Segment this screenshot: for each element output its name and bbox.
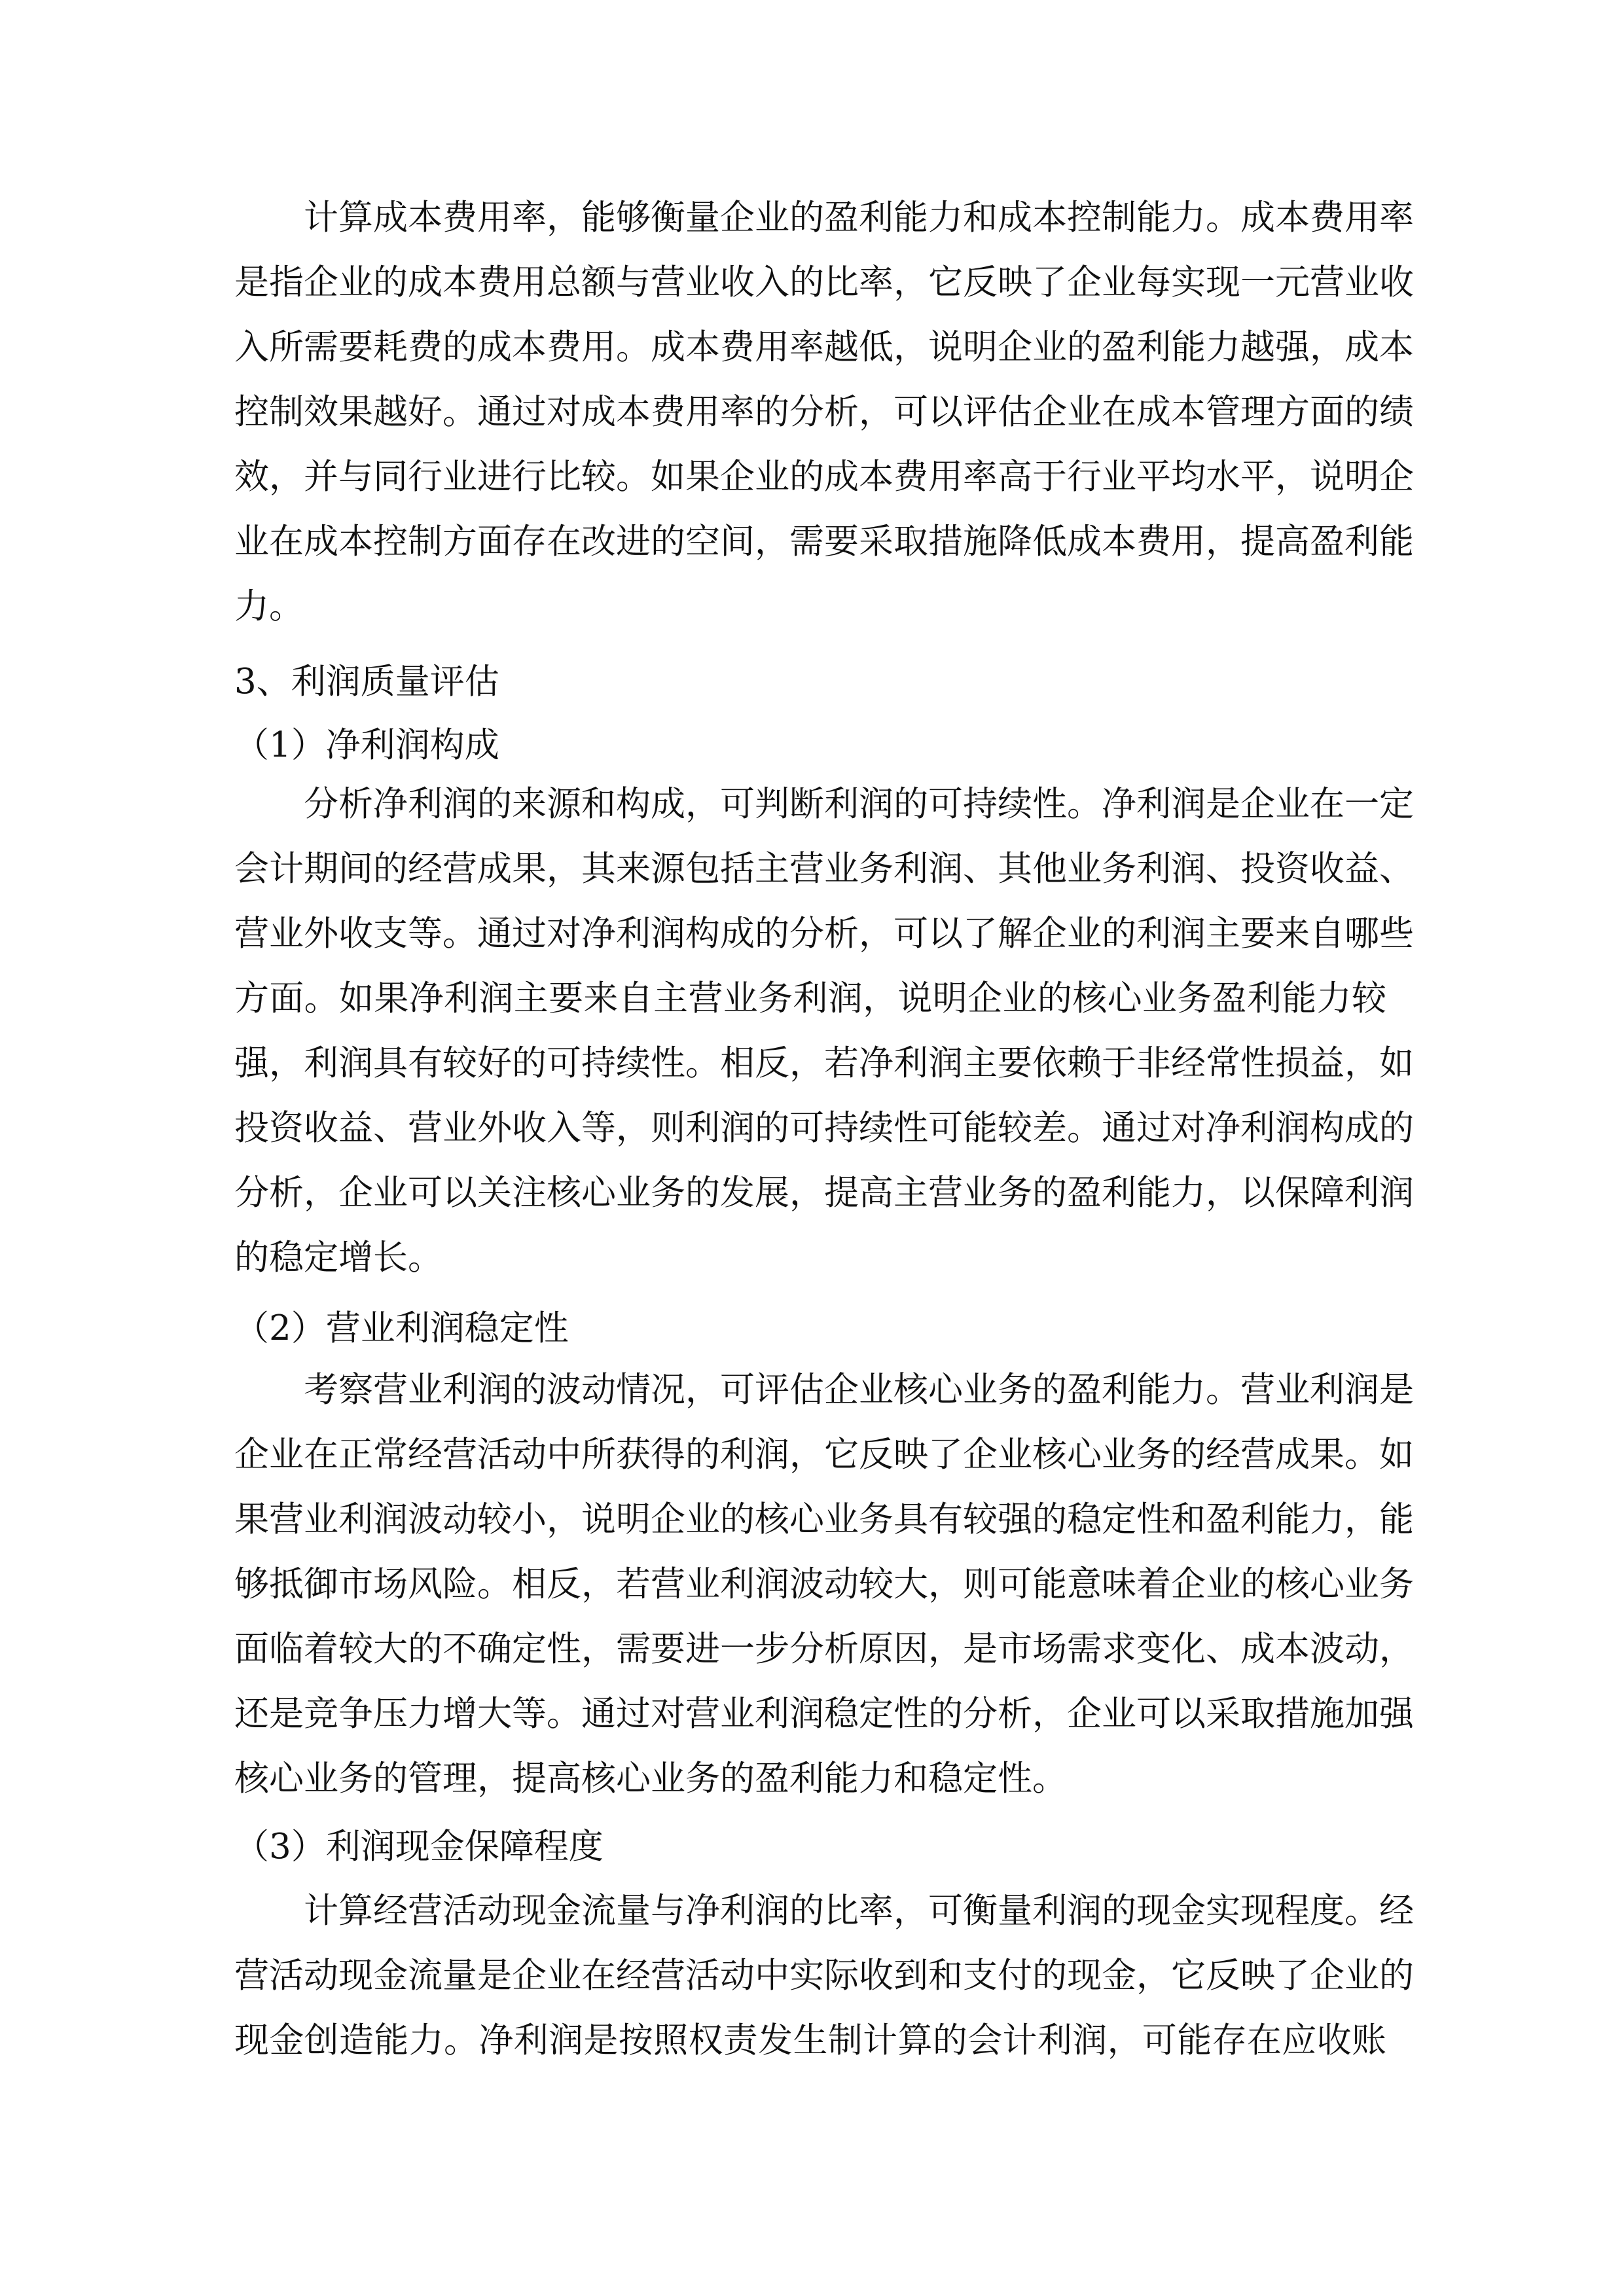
text-line: 计算经营活动现金流量与净利润的比率，可衡量利润的现金实现程度。经: [304, 1891, 1414, 1931]
text-line: 业在成本控制方面存在改进的空间，需要采取措施降低成本费用，提高盈利能: [234, 522, 1414, 562]
text-line: 控制效果越好。通过对成本费用率的分析，可以评估企业在成本管理方面的绩: [234, 392, 1414, 432]
subsection-heading: （2）营业利润稳定性: [234, 1308, 569, 1348]
text-line: 还是竞争压力增大等。通过对营业利润稳定性的分析，企业可以采取措施加强: [234, 1694, 1414, 1734]
text-line: 营活动现金流量是企业在经营活动中实际收到和支付的现金，它反映了企业的: [234, 1956, 1414, 1996]
subsection-heading: （3）利润现金保障程度: [234, 1827, 604, 1867]
text-line: 分析，企业可以关注核心业务的发展，提高主营业务的盈利能力，以保障利润: [234, 1173, 1414, 1213]
text-line: 强，利润具有较好的可持续性。相反，若净利润主要依赖于非经常性损益，如: [234, 1043, 1414, 1083]
subsection-heading: （1）净利润构成: [234, 725, 499, 765]
text-line: 入所需要耗费的成本费用。成本费用率越低，说明企业的盈利能力越强，成本: [234, 327, 1414, 367]
text-line: 够抵御市场风险。相反，若营业利润波动较大，则可能意味着企业的核心业务: [234, 1564, 1414, 1604]
text-line: 是指企业的成本费用总额与营业收入的比率，它反映了企业每实现一元营业收: [234, 262, 1414, 302]
text-line: 计算成本费用率，能够衡量企业的盈利能力和成本控制能力。成本费用率: [304, 198, 1414, 238]
text-line: 分析净利润的来源和构成，可判断利润的可持续性。净利润是企业在一定: [304, 784, 1414, 824]
text-line: 果营业利润波动较小，说明企业的核心业务具有较强的稳定性和盈利能力，能: [234, 1499, 1414, 1539]
text-line: 核心业务的管理，提高核心业务的盈利能力和稳定性。: [234, 1759, 1067, 1799]
text-line: 投资收益、营业外收入等，则利润的可持续性可能较差。通过对净利润构成的: [234, 1108, 1414, 1148]
text-line: 效，并与同行业进行比较。如果企业的成本费用率高于行业平均水平，说明企: [234, 457, 1414, 497]
text-line: 的稳定增长。: [234, 1238, 442, 1278]
text-line: 会计期间的经营成果，其来源包括主营业务利润、其他业务利润、投资收益、: [234, 849, 1414, 889]
section-heading: 3、利润质量评估: [234, 662, 499, 702]
text-line: 面临着较大的不确定性，需要进一步分析原因，是市场需求变化、成本波动，: [234, 1629, 1414, 1669]
text-line: 营业外收支等。通过对净利润构成的分析，可以了解企业的利润主要来自哪些: [234, 914, 1414, 954]
text-line: 企业在正常经营活动中所获得的利润，它反映了企业核心业务的经营成果。如: [234, 1435, 1414, 1475]
text-line: 现金创造能力。净利润是按照权责发生制计算的会计利润，可能存在应收账: [234, 2020, 1386, 2060]
text-line: 方面。如果净利润主要来自主营业务利润，说明企业的核心业务盈利能力较: [234, 978, 1386, 1018]
text-line: 力。: [234, 586, 304, 626]
text-line: 考察营业利润的波动情况，可评估企业核心业务的盈利能力。营业利润是: [304, 1370, 1414, 1410]
